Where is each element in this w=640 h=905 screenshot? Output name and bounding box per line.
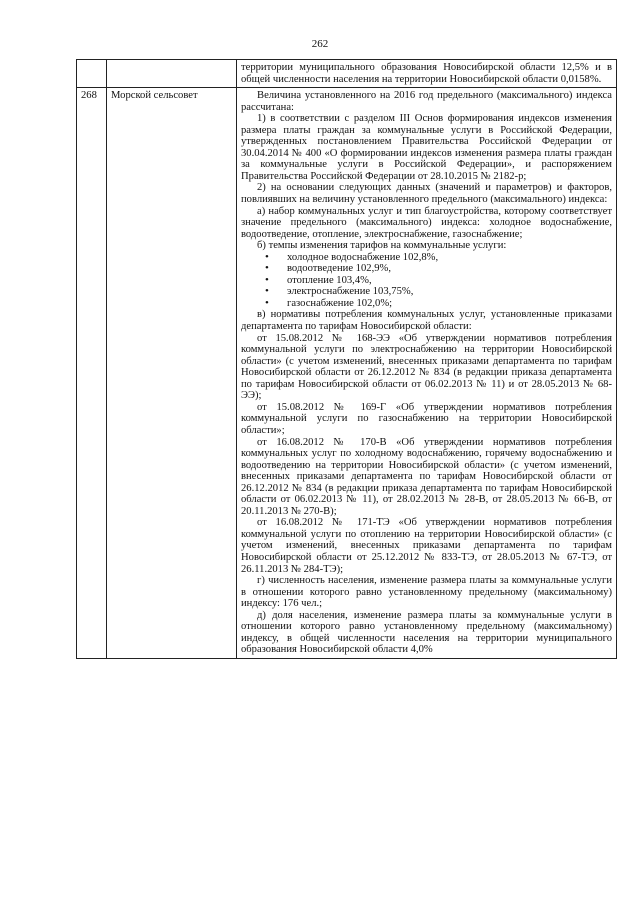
paragraph-d: д) доля населения, изменение размера платы за коммунальные услуги в отношении которого равно установленному предельному (максимальному) индексу, в общей численности населения на территории муниципального образования Новосибирской области 4,0% bbox=[241, 609, 612, 656]
page-number: 262 bbox=[311, 38, 329, 50]
list-item: • отопление 103,4%, bbox=[287, 275, 612, 287]
order-169: от 15.08.2012 № 169-Г «Об утверждении нормативов потребления коммунальной услуги по газоснабжению на территории Новосибирской области»; bbox=[241, 401, 612, 436]
intro-paragraph: Величина установленного на 2016 год предельного (максимального) индекса рассчитана: bbox=[241, 90, 612, 113]
table-row bbox=[77, 60, 617, 88]
table-row bbox=[77, 88, 617, 659]
order-171: от 16.08.2012 № 171-ТЭ «Об утверждении нормативов потребления коммунальной услуги по отоплению на территории Новосибирской области» (с учетом изменений, внесенных приказами департамента по тарифам Новосибирской области от 25.12.2012 № 833-ТЭ, от 28.05.2013 № 67-ТЭ, от 26.11.2013 № 284-ТЭ); bbox=[241, 517, 612, 575]
order-168: от 15.08.2012 № 168-ЭЭ «Об утверждении нормативов потребления коммунальной услуги по электроснабжению на территории Новосибирской области» (с учетом изменений, внесенных приказами департамента по тарифам Новосибирской области от 26.12.2012 № 834 (в редакции приказа департамента по тарифам Новосибирской области от 06.02.2013 № 11) и от 28.05.2013 № 68-ЭЭ); bbox=[241, 332, 612, 402]
paragraph-2: 2) на основании следующих данных (значений и параметров) и факторов, повлиявших на величину установленного предельного (максимального) индекса: bbox=[241, 182, 612, 206]
municipality-cell bbox=[107, 60, 237, 88]
description-cell bbox=[237, 88, 617, 659]
paragraph-v: в) нормативы потребления коммунальных услуг, установленные приказами департамента по тарифам Новосибирской области: bbox=[241, 309, 612, 333]
description-cell bbox=[237, 60, 617, 88]
continuation-text: территории муниципального образования Новосибирской области 12,5% и в общей численности населения на территории Новосибирской области 0,0158%. bbox=[241, 62, 612, 85]
municipality-name: Морской сельсовет bbox=[107, 88, 237, 659]
paragraph-a: а) набор коммунальных услуг и тип благоустройства, которому соответствует значение предельного (максимального) индекса: холодное водоснабжение, водоотведение, отопление, электроснабжение, газоснабжение; bbox=[241, 205, 612, 240]
row-number-cell bbox=[77, 60, 107, 88]
paragraph-g: г) численность населения, изменение размера платы за коммунальные услуги в отношении которого равно установленному предельному (максимальному) индексу: 176 чел.; bbox=[241, 575, 612, 610]
order-170: от 16.08.2012 № 170-В «Об утверждении нормативов потребления коммунальных услуг по холодному водоснабжению, горячему водоснабжению и водоотведению на территории Новосибирской области» (с учетом изменений, внесенных приказами департамента по тарифам Новосибирской области от 26.12.2012 № 834 (в редакции приказа департамента по тарифам Новосибирской области от 06.02.2013 № 11), от 28.02.2013 № 28-В, от 28.05.2013 № 66-В, от 20.11.2013 № 270-В); bbox=[241, 436, 612, 517]
list-item: • газоснабжение 102,0%; bbox=[287, 298, 612, 310]
row-number: 268 bbox=[77, 88, 107, 659]
list-item: • водоотведение 102,9%, bbox=[287, 263, 612, 275]
paragraph-1: 1) в соответствии с разделом III Основ формирования индексов изменения размера платы граждан за коммунальные услуги в Российской Федерации, утвержденных постановлением Правительства Российской Федерации от 30.04.2014 № 400 «О формировании индексов изменения размера платы граждан за коммунальные услуги в Российской Федерации», и распоряжением Правительства Российской Федерации от 28.10.2015 № 2182-р; bbox=[241, 113, 612, 182]
tariff-list bbox=[241, 252, 612, 310]
paragraph-b: б) темпы изменения тарифов на коммунальные услуги: bbox=[257, 240, 507, 252]
index-table bbox=[76, 59, 617, 659]
list-item: • холодное водоснабжение 102,8%, bbox=[287, 252, 612, 264]
list-item: • электроснабжение 103,75%, bbox=[287, 286, 612, 298]
